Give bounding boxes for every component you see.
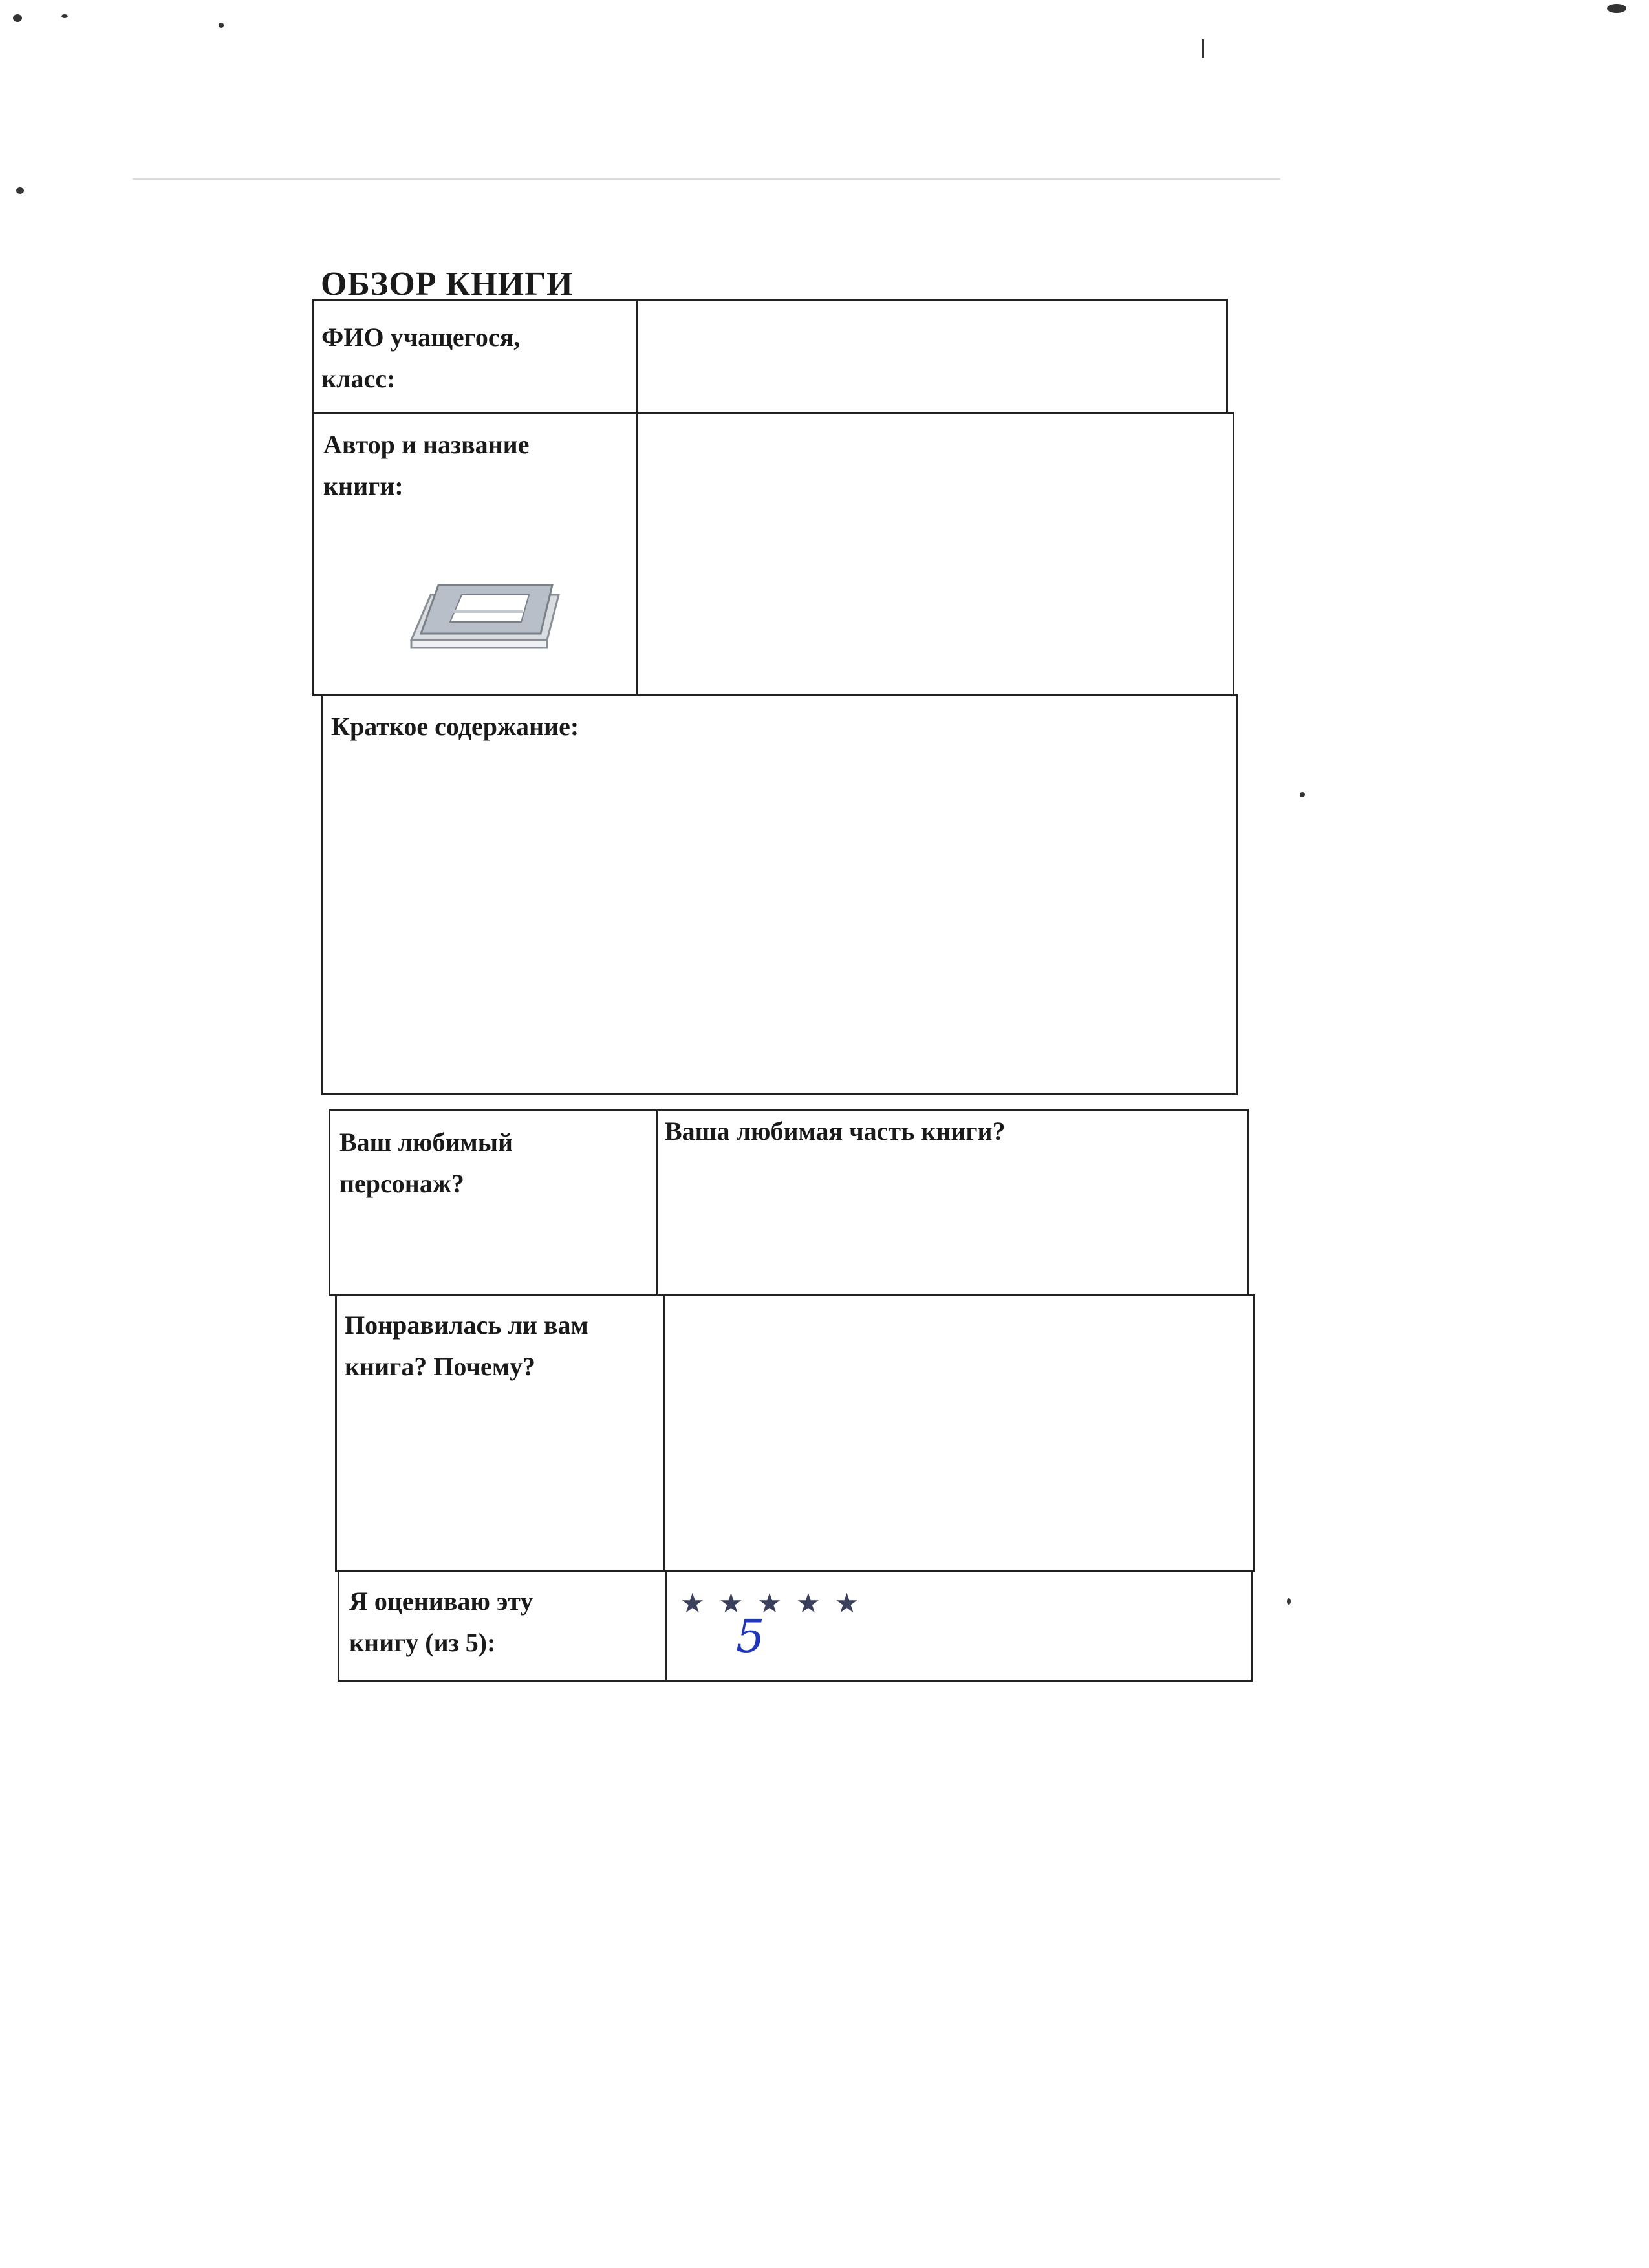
page-title: ОБЗОР КНИГИ xyxy=(321,266,574,303)
summary-cell xyxy=(321,694,1238,1095)
star-icon: ★★★★★ xyxy=(680,1589,874,1619)
scan-speck xyxy=(61,14,68,18)
author-value-cell xyxy=(636,412,1234,696)
header-rule xyxy=(133,178,1280,180)
scan-speck xyxy=(1287,1598,1291,1605)
summary-label: Краткое содержание: xyxy=(331,712,579,741)
liked-value-cell xyxy=(663,1294,1255,1572)
fav-part-label: Ваша любимая часть книги? xyxy=(665,1117,1006,1146)
liked-label: Понравилась ли вам книга? Почему? xyxy=(345,1311,588,1381)
rating-label: Я оцениваю эту книгу (из 5): xyxy=(349,1587,534,1657)
scan-speck xyxy=(16,187,24,194)
student-label: ФИО учащегося, класс: xyxy=(321,323,521,393)
scan-speck xyxy=(219,23,224,28)
author-label: Автор и название книги: xyxy=(323,430,530,500)
scan-speck xyxy=(1607,4,1626,13)
scan-speck xyxy=(1300,792,1305,797)
scan-speck xyxy=(13,14,22,22)
book-icon xyxy=(385,556,573,653)
scan-speck xyxy=(1202,39,1204,58)
rating-value: 5 xyxy=(736,1610,765,1663)
fav-character-label: Ваш любимый персонаж? xyxy=(339,1128,513,1198)
student-value-cell xyxy=(636,299,1228,414)
